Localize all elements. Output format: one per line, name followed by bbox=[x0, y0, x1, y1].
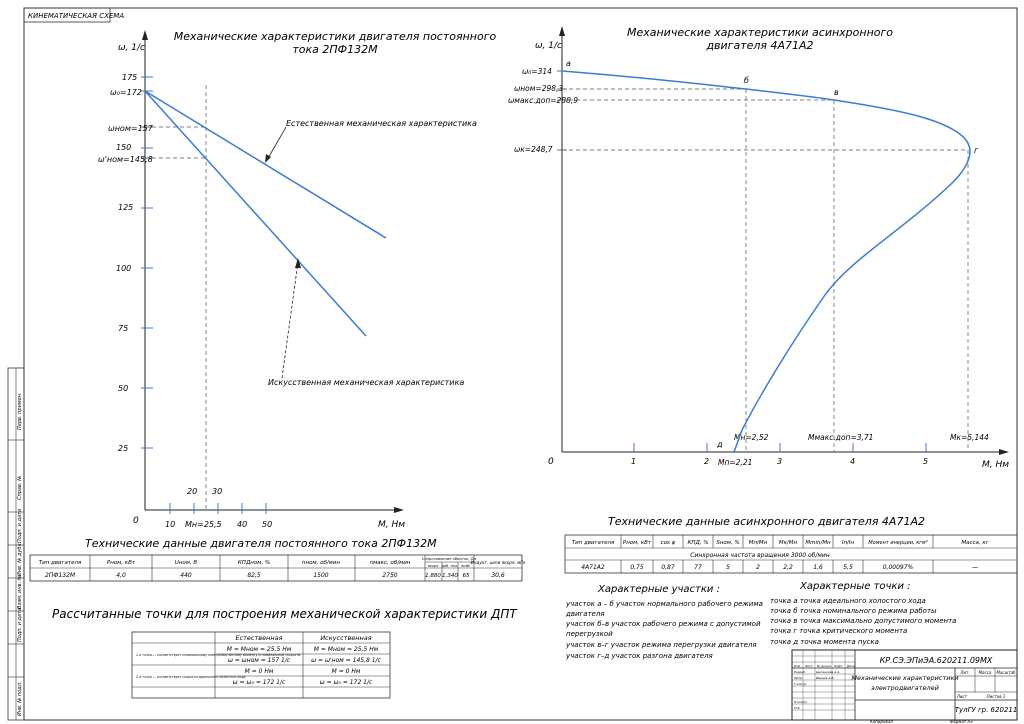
dc-y-tick-125: 125 bbox=[118, 203, 134, 212]
dc-artificial-label: Искусственная механическая характеристика bbox=[268, 378, 465, 387]
ad-x-arrow bbox=[999, 449, 1009, 455]
ad-table bbox=[565, 515, 1017, 573]
dc-y-mark-wnom: ωном=157 bbox=[108, 124, 153, 133]
calc-cell: M = 0 Нм bbox=[331, 668, 361, 675]
dc-h-type: Тип двигателя bbox=[38, 560, 82, 566]
ad-h: Mп/Mн bbox=[748, 540, 768, 546]
corner-stamp-text: КИНЕМАТИЧЕСКАЯ СХЕМА bbox=[28, 12, 125, 20]
dc-h-nnom: nном, об/мин bbox=[301, 560, 341, 566]
dc-h-pnom: Pном, кВт bbox=[106, 560, 136, 566]
ad-point-d: д bbox=[717, 440, 723, 449]
tb-row: Утв. bbox=[794, 706, 801, 710]
tb-row: № докум. bbox=[817, 664, 832, 668]
dc-table bbox=[30, 537, 526, 581]
ad-sync: Синхронная частота вращения 3000 об/мин bbox=[690, 552, 830, 559]
ad-x-tick-4: 4 bbox=[850, 457, 856, 466]
calc-cell: ω = ω'ном = 145,8 1/c bbox=[311, 657, 381, 664]
tb-name-2: электродвигателей bbox=[871, 684, 939, 692]
dc-chart-title-2: тока 2ПФ132М bbox=[292, 43, 378, 56]
ad-cell: 0,87 bbox=[661, 564, 675, 571]
ad-h: cos φ bbox=[660, 540, 676, 546]
side-label: Подп. и дата bbox=[17, 607, 23, 642]
ad-x-mark-mmax: Mмакс.доп=3,71 bbox=[808, 433, 874, 442]
calc-col-artificial: Искусственная bbox=[320, 634, 372, 642]
calc-cell: M = Mном = 25,5 Нм bbox=[313, 646, 379, 653]
calc-cell: ω = ω₀ = 172 1/c bbox=[319, 679, 373, 686]
ad-h: Mmin/Mн bbox=[805, 540, 831, 546]
ad-origin: 0 bbox=[548, 457, 554, 467]
dc-x-ticks bbox=[170, 503, 266, 514]
tb-row: Т.контр. bbox=[794, 682, 808, 686]
ad-y-mark-wk: ωк=248,7 bbox=[514, 145, 553, 154]
dc-cell: 1500 bbox=[313, 572, 329, 579]
dc-cell: 30,6 bbox=[491, 572, 505, 579]
tb-row: Н.контр. bbox=[794, 700, 808, 704]
calc-col-natural: Естественная bbox=[235, 634, 283, 642]
dc-y-tick-25: 25 bbox=[118, 444, 129, 453]
dc-x-arrow bbox=[394, 507, 404, 513]
side-label: Справ. № bbox=[17, 475, 23, 500]
tb-col: Лит. bbox=[960, 670, 970, 675]
ad-point-b: б bbox=[744, 76, 749, 85]
ad-chart-title-2: двигателя 4А71А2 bbox=[706, 39, 814, 52]
dc-chart-title-1: Механические характеристики двигателя постоянного bbox=[173, 30, 497, 43]
side-label: Взам. инв. № bbox=[17, 575, 23, 609]
dc-h-resist: Сопротивление обмоток, Ом bbox=[421, 557, 477, 561]
side-stamp bbox=[8, 368, 24, 720]
ad-h: Момент инерции, кгм² bbox=[868, 540, 928, 546]
ad-h: Sном, % bbox=[716, 540, 740, 546]
segment-line: перегрузкой bbox=[566, 630, 613, 638]
ad-h: Iп/Iн bbox=[841, 540, 855, 546]
tb-row: Лист bbox=[805, 664, 813, 668]
ad-point-v: в bbox=[834, 88, 839, 97]
tb-col: Масса bbox=[978, 670, 992, 675]
calc-row-label-1: 1-я точка — соответствует номинальному электромагнитному моменту и номинальной скорости bbox=[136, 653, 301, 657]
dc-cell: 2750 bbox=[382, 572, 398, 579]
ad-h: Mк/Mн bbox=[778, 540, 798, 546]
segment-line: участок б–в участок рабочего режима с допустимой bbox=[566, 620, 761, 628]
ad-cell: — bbox=[972, 564, 978, 571]
ad-cell: 5,5 bbox=[843, 564, 853, 571]
dc-x-tick-10: 10 bbox=[165, 520, 176, 529]
tb-name: Иванов А.В. bbox=[816, 676, 835, 680]
dc-y-tick-75: 75 bbox=[118, 324, 129, 333]
dc-y-tick-150: 150 bbox=[116, 143, 132, 152]
side-label: Подп. и дата bbox=[17, 508, 23, 543]
ad-table-title: Технические данные асинхронного двигателя 4А71А2 bbox=[608, 515, 925, 528]
dc-sub-arm: якоря bbox=[427, 564, 439, 568]
dc-cell: 440 bbox=[180, 572, 192, 579]
ad-y-arrow bbox=[559, 26, 565, 36]
points-legend bbox=[770, 581, 956, 646]
ad-cell: 5 bbox=[726, 564, 730, 571]
dc-cell: 65 bbox=[462, 573, 470, 579]
ad-cell: 4А71А2 bbox=[581, 564, 605, 571]
calc-title: Рассчитанные точки для построения механической характеристики ДПТ bbox=[52, 607, 517, 621]
tb-row: Подп. bbox=[834, 664, 844, 668]
tb-row: Дата bbox=[847, 664, 855, 668]
ad-cell: 2,2 bbox=[783, 564, 793, 571]
tb-row: Пров. bbox=[794, 676, 803, 680]
dc-sub-add: доб. пол. bbox=[441, 564, 459, 568]
segment-line: участок в–г участок режима перегрузки двигателя bbox=[566, 641, 757, 649]
segment-line: участок а – б участок нормального рабочего режима bbox=[566, 600, 763, 608]
ad-h: Масса, кг bbox=[961, 540, 989, 546]
dc-artificial-leader bbox=[282, 262, 298, 378]
dc-x-tick-20: 20 bbox=[187, 487, 198, 496]
dc-x-axis-label: M, Нм bbox=[378, 520, 406, 530]
dc-h-nmax: nмакс, об/мин bbox=[369, 560, 411, 566]
dc-h-kpd: КПДном, % bbox=[237, 560, 271, 566]
ad-cell: 0,00097% bbox=[882, 564, 914, 571]
dc-sub-exc: возб. bbox=[461, 564, 471, 568]
ad-h: КПД, % bbox=[687, 540, 709, 546]
tb-name-1: Механические характеристики bbox=[851, 674, 959, 682]
dc-y-tick-50: 50 bbox=[118, 384, 129, 393]
dc-cell: 1,880 bbox=[425, 573, 441, 579]
tb-name: Цыганкова А.А. bbox=[816, 670, 841, 674]
dc-x-tick-50: 50 bbox=[262, 520, 273, 529]
ad-mech-curve bbox=[562, 71, 970, 452]
calc-cell: ω = ωном = 157 1/c bbox=[227, 657, 291, 664]
ad-y-mark-wnom: ωном=298,3 bbox=[514, 84, 564, 93]
dc-cell: 1,340 bbox=[442, 573, 458, 579]
side-label: Инв. № подл. bbox=[17, 681, 23, 716]
tb-row: Изм. bbox=[794, 664, 802, 668]
dc-h-induct: Индукт. цепи якоря, мГн bbox=[470, 560, 526, 565]
dc-y-tick-100: 100 bbox=[116, 264, 132, 273]
calc-row-label-2: 2-я точка — соответствует скорости идеального холостого хода bbox=[136, 675, 246, 679]
dc-natural-label: Естественная механическая характеристика bbox=[286, 119, 477, 128]
point-line: точка а точка идеального холостого хода bbox=[770, 597, 926, 605]
tb-col: Масштаб bbox=[996, 670, 1016, 675]
calc-cell: M = Mном = 25,5 Нм bbox=[226, 646, 292, 653]
segment-line: участок г–д участок разгона двигателя bbox=[566, 652, 713, 660]
ad-cell: 1,6 bbox=[813, 564, 823, 571]
ad-x-mark-mn: Mн=2,52 bbox=[734, 433, 769, 442]
dc-x-tick-30: 30 bbox=[212, 487, 223, 496]
dc-cell: 82,5 bbox=[247, 572, 261, 579]
ad-cell: 77 bbox=[694, 564, 702, 571]
segment-line: двигателя bbox=[566, 610, 605, 618]
ad-y-mark-w0: ω₀=314 bbox=[522, 67, 552, 76]
dc-origin: 0 bbox=[133, 516, 139, 526]
calc-cell: ω = ω₀ = 172 1/c bbox=[232, 679, 286, 686]
dc-y-mark-wnom2: ω'ном=145,8 bbox=[98, 155, 153, 164]
point-line: точка в точка максимально допустимого момента bbox=[770, 617, 957, 625]
tb-row: Разраб. bbox=[794, 670, 806, 674]
ad-cell: 0,75 bbox=[630, 564, 644, 571]
ad-x-tick-3: 3 bbox=[777, 457, 783, 466]
ad-cell: 2 bbox=[756, 564, 760, 571]
point-line: точка д точка момента пуска bbox=[770, 638, 879, 646]
side-label: Инв. № дубл. bbox=[17, 541, 23, 576]
ad-x-tick-5: 5 bbox=[923, 457, 929, 466]
side-label: Перв. примен. bbox=[17, 392, 23, 430]
dc-natural-line bbox=[145, 91, 386, 238]
point-line: точка г точка критического момента bbox=[770, 627, 908, 635]
tb-col: Лист bbox=[956, 694, 968, 699]
dc-y-mark-w0: ω₀=172 bbox=[110, 88, 142, 97]
ad-x-axis-label: M, Нм bbox=[982, 460, 1010, 470]
dc-table-title: Технические данные двигателя постоянного тока 2ПФ132М bbox=[85, 537, 437, 550]
dc-y-axis-label: ω, 1/c bbox=[118, 43, 145, 53]
dc-cell: 2ПФ132М bbox=[44, 572, 76, 579]
tb-bottom: Копировал bbox=[870, 719, 893, 724]
dc-chart bbox=[98, 30, 497, 530]
ad-point-g: г bbox=[974, 146, 979, 155]
dc-y-tick-175: 175 bbox=[122, 73, 138, 82]
segments-legend bbox=[565, 584, 763, 660]
tb-bottom: Формат A3 bbox=[950, 719, 973, 724]
dc-cell: 4,0 bbox=[116, 572, 126, 579]
calc-table bbox=[52, 607, 518, 698]
ad-y-axis-label: ω, 1/c bbox=[535, 41, 562, 51]
ad-x-mark-mk: Mк=5,144 bbox=[950, 433, 989, 442]
points-title: Характерные точки : bbox=[800, 581, 911, 592]
title-block bbox=[792, 650, 1017, 724]
dc-x-mark-mn: Mн=25,5 bbox=[185, 520, 222, 529]
ad-chart-title-1: Механические характеристики асинхронного bbox=[626, 26, 894, 39]
ad-h: Pном, кВт bbox=[622, 540, 652, 546]
tb-col: Листов 1 bbox=[986, 694, 1006, 699]
ad-x-mark-mp: Mп=2,21 bbox=[718, 458, 753, 467]
dc-y-arrow bbox=[142, 30, 148, 40]
dc-natural-leader bbox=[267, 127, 286, 160]
tb-doc-code: КР.СЭ.ЭПиЭА.620211.09МХ bbox=[879, 656, 993, 665]
ad-x-tick-2: 2 bbox=[704, 457, 710, 466]
point-line: точка б точка номинального режима работы bbox=[770, 607, 937, 615]
calc-cell: M = 0 Нм bbox=[244, 668, 274, 675]
tb-org: ТулГУ гр. 620211 bbox=[954, 706, 1018, 714]
ad-y-mark-wmax: ωмакс.доп=288,9 bbox=[508, 96, 579, 105]
dc-h-unom: Uном, В bbox=[174, 560, 198, 566]
ad-chart bbox=[508, 26, 1009, 470]
segments-title: Характерные участки : bbox=[598, 584, 720, 595]
dc-x-tick-40: 40 bbox=[237, 520, 248, 529]
ad-point-a: а bbox=[566, 59, 571, 68]
ad-h: Тип двигателя bbox=[571, 540, 615, 546]
ad-x-tick-1: 1 bbox=[631, 457, 637, 466]
